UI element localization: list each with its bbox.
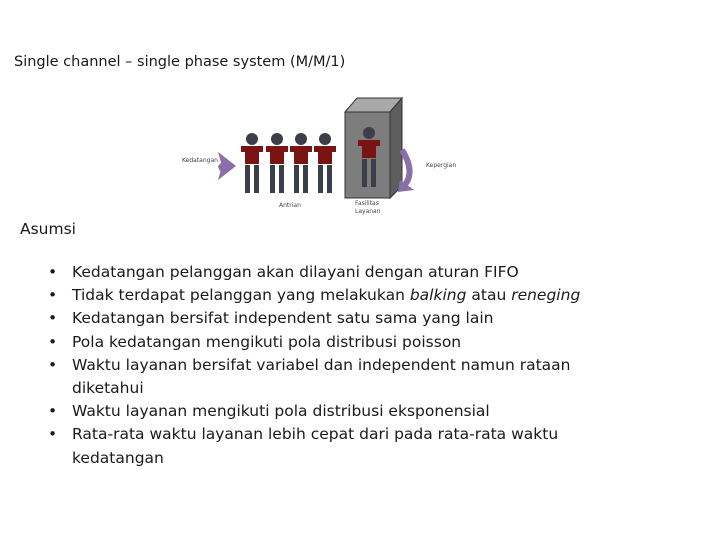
arrival-arrow [218,152,236,180]
assumption-item: • Tidak terdapat pelanggan yang melakukan balking atau reneging [44,284,644,307]
queue-people [241,133,336,193]
queue-person [314,133,336,193]
facility-label [355,200,381,216]
assumption-item: • Pola kedatangan mengikuti pola distribusi poisson [44,331,644,354]
assumption-item: • Waktu layanan bersifat variabel dan independent namun rataan diketahui [44,354,644,400]
queue-person [290,133,312,193]
assumption-item: • Kedatangan pelanggan akan dilayani dengan aturan FIFO [44,261,644,284]
assumption-item: • Waktu layanan mengikuti pola distribusi eksponensial [44,400,644,423]
facility-label-line1: Fasilitas [355,200,379,207]
assumption-item: • Rata-rata waktu layanan lebih cepat dari pada rata-rata waktu kedatangan [44,423,644,469]
assumption-item: • Kedatangan bersifat independent satu sama yang lain [44,307,644,330]
queue-person [266,133,288,193]
slide-title: Single channel – single phase system (M/M/1) [14,54,346,70]
assumptions-heading: Asumsi [20,220,76,238]
arrival-label: Kedatangan [182,157,218,164]
queue-label: Antrian [279,202,301,209]
facility-label-line2: Layanan [355,207,381,215]
assumptions-list [44,261,644,470]
queue-person [241,133,263,193]
departure-label: Kepergian [426,162,457,169]
departure-arrow-curve [402,150,410,186]
